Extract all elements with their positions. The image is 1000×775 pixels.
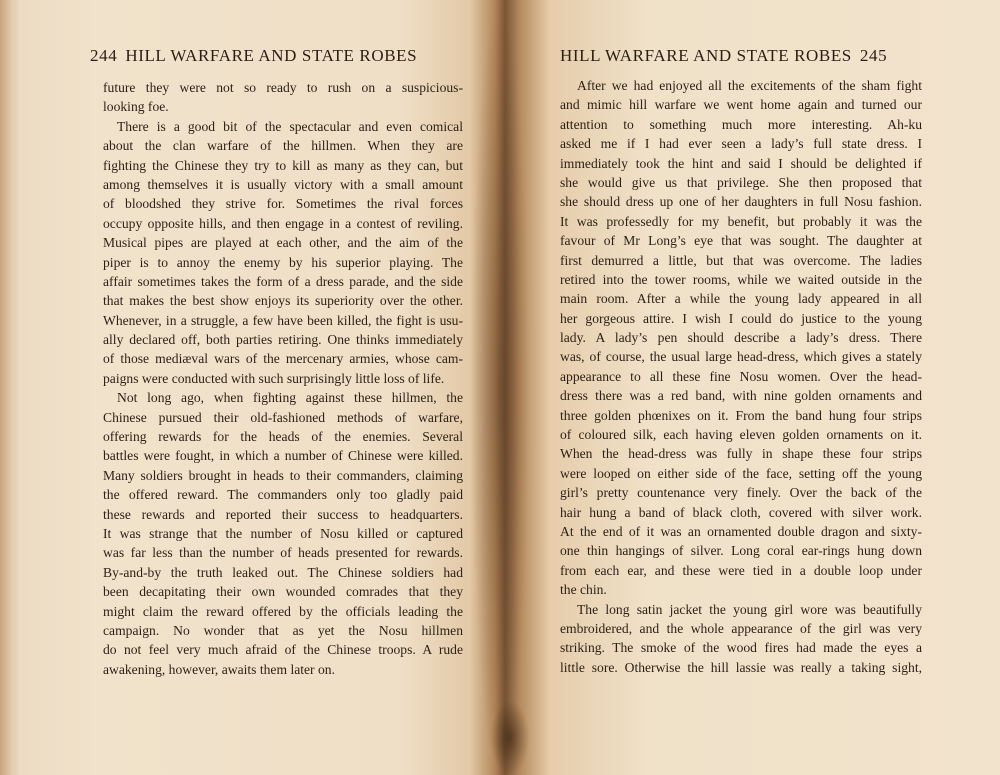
text-line: that makes the best show enjoys its superiority over the other. [103, 293, 463, 309]
text-line: By-and-by the truth leaked out. The Chinese soldiers had [103, 564, 463, 580]
right-running-title: HILL WARFARE AND STATE ROBES [560, 46, 852, 65]
left-page-number: 244 [90, 46, 118, 65]
text-line: asked me if I had ever seen a lady’s full state dress. I [560, 136, 922, 152]
text-line: lady. A lady’s pen should describe a lady’s dress. There [560, 330, 922, 346]
text-line: Not long ago, when fighting against these hillmen, the [117, 390, 463, 406]
text-line: of coloured silk, each having eleven golden ornaments on it. [560, 427, 922, 443]
text-line: the offered reward. The commanders only too gladly paid [103, 487, 463, 503]
text-line: battles were fought, in which a number of Chinese were killed. [103, 448, 463, 464]
text-line: and mimic hill warfare we went home again and turned our [560, 97, 922, 113]
text-line: attention to something much more interesting. Ah-ku [560, 116, 922, 132]
text-line: hair hung a band of black cloth, covered with silver work. [560, 504, 922, 520]
left-running-title: HILL WARFARE AND STATE ROBES [125, 46, 418, 65]
text-line: little sore. Otherwise the hill lassie was really a taking sight, [560, 659, 922, 675]
text-line: campaign. No wonder that as yet the Nosu hillmen [103, 622, 463, 638]
text-line: It was professedly for my benefit, but probably it was the [560, 213, 922, 229]
text-line: was, of course, the usual large head-dress, which gives a stately [560, 349, 922, 365]
text-line: favour of Mr Long’s eye that was sought. The daughter at [560, 233, 922, 249]
text-line: her gorgeous attire. I wish I could do justice to the young [560, 310, 922, 326]
text-line: of bloodshed they strive for. Sometimes the rival forces [103, 196, 463, 212]
text-line: she would give us that privilege. She then proposed that [560, 174, 922, 190]
text-line: from each ear, and these were tied in a double loop under [560, 562, 922, 578]
text-line: Many soldiers brought in heads to their commanders, claiming [103, 467, 463, 483]
text-line: When the head-dress was fully in shape these four strips [560, 446, 922, 462]
text-line: do not feel very much afraid of the Chinese troops. A rude [103, 642, 463, 658]
text-line: main room. After a while the young lady appeared in all [560, 291, 922, 307]
text-line: about the clan warfare of the hillmen. When they are [103, 138, 463, 154]
text-line: Whenever, in a struggle, a few have been killed, the fight is usu- [103, 312, 463, 328]
text-line: of those mediæval wars of the mercenary armies, whose cam- [103, 351, 463, 367]
text-line: The long satin jacket the young girl wore was beautifully [577, 601, 922, 617]
text-line: girl’s pretty countenance very finely. Over the back of the [560, 485, 922, 501]
right-page-number: 245 [859, 46, 888, 65]
text-line: paigns were conducted with such surprisingly little loss of life. [103, 370, 445, 386]
text-line: dress there was a red band, with nine golden ornaments and [560, 388, 922, 404]
text-line: Musical pipes are played at each other, and the aim of the [103, 235, 463, 251]
text-line: Chinese pursued their old-fashioned methods of warfare, [103, 409, 463, 425]
right-body-text [560, 76, 922, 677]
right-page [500, 0, 1000, 775]
text-line: immediately took the hint and said I should be delighted if [560, 155, 922, 171]
text-line: three golden phœnixes on it. From the band hung four strips [560, 407, 922, 423]
text-line: striking. The smoke of the wood fires had made the eyes a [560, 640, 922, 656]
text-line: fighting the Chinese they try to kill as many as they can, but [103, 157, 463, 173]
text-line: ally declared off, both parties retiring. One thinks immediately [103, 332, 463, 348]
text-line: At the end of it was an ornamented double dragon and sixty- [560, 523, 922, 539]
text-line: was far less than the number of heads presented for rewards. [103, 545, 463, 561]
text-line: affair sometimes takes the form of a dress parade, and the side [103, 273, 463, 289]
text-line: the chin. [560, 582, 607, 598]
text-line: offering rewards for the heads of the enemies. Several [103, 429, 463, 445]
text-line: were looped on either side of the face, setting off the young [560, 465, 922, 481]
text-line: future they were not so ready to rush on a suspicious- [103, 80, 463, 95]
text-line: It was strange that the number of Nosu killed or captured [103, 525, 463, 541]
text-line: retired into the tower rooms, while we waited outside in the [560, 271, 922, 287]
text-line: been decapitating their own wounded comrades that they [103, 584, 463, 600]
text-line: these rewards and reported their success to headquarters. [103, 506, 463, 522]
text-line: awakening, however, awaits them later on. [103, 661, 335, 677]
text-line: looking foe. [103, 99, 169, 115]
left-body-text [103, 78, 463, 679]
text-line: she should dress up one of her daughters in full Nosu fashion. [560, 194, 922, 210]
text-line: appearance to all these fine Nosu women. Over the head- [560, 368, 922, 384]
text-line: embroidered, and the whole appearance of the girl was very [560, 620, 922, 636]
left-running-head [90, 46, 460, 68]
text-line: After we had enjoyed all the excitements of the sham fight [577, 78, 922, 93]
text-line: There is a good bit of the spectacular and even comical [117, 118, 463, 134]
right-running-head [560, 46, 922, 68]
text-line: one thin hangings of silver. Long coral ear-rings hung down [560, 543, 922, 559]
text-line: piper is to annoy the enemy by his superior playing. The [103, 254, 463, 270]
text-line: occupy opposite hills, and then engage in a contest of reviling. [103, 215, 463, 231]
text-line: first demurred a little, but that was overcome. The ladies [560, 252, 922, 268]
text-line: among themselves it is usually victory with a small amount [103, 176, 463, 192]
text-line: might claim the reward offered by the officials leading the [103, 603, 463, 619]
